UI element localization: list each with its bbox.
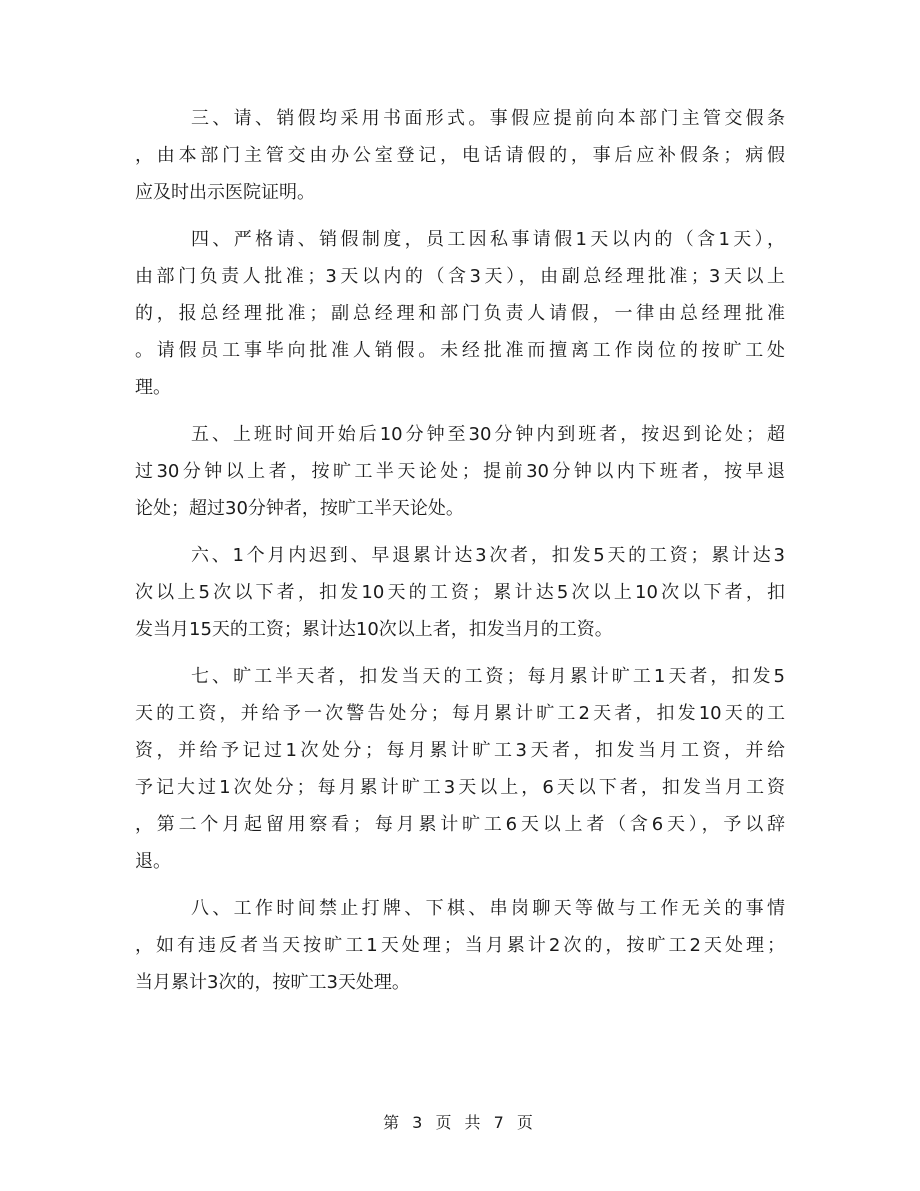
text-line: 八、工作时间禁止打牌、下棋、串岗聊天等做与工作无关的事情 [191, 898, 785, 919]
text-line: 次以上5次以下者，扣发10天的工资；累计达5次以上10次以下者，扣 [135, 582, 785, 603]
text-line: 天的工资，并给予一次警告处分；每月累计旷工2天者，扣发10天的工 [135, 703, 785, 724]
text-line: 资，并给予记过1次处分；每月累计旷工3天者，扣发当月工资，并给 [135, 740, 785, 761]
text-line: 六、1个月内迟到、早退累计达3次者，扣发5天的工资；累计达3 [191, 545, 785, 566]
text-line: 四、严格请、销假制度，员工因私事请假1天以内的（含1天）， [191, 229, 785, 250]
text-line: 退。 [135, 851, 171, 872]
paragraph-3 [135, 100, 785, 211]
paragraph-4 [135, 221, 785, 406]
document-body [135, 100, 785, 1011]
text-line: 予记大过1次处分；每月累计旷工3天以上，6天以下者，扣发当月工资 [135, 777, 785, 798]
text-line: 。请假员工事毕向批准人销假。未经批准而擅离工作岗位的按旷工处 [135, 340, 785, 361]
text-line: 由部门负责人批准；3天以内的（含3天），由副总经理批准；3天以上 [135, 266, 785, 287]
paragraph-7 [135, 658, 785, 880]
text-line: 当月累计3次的，按旷工3天处理。 [135, 972, 410, 993]
paragraph-5 [135, 416, 785, 527]
text-line: 论处；超过30分钟者，按旷工半天论处。 [135, 498, 464, 519]
text-line: 七、旷工半天者，扣发当天的工资；每月累计旷工1天者，扣发5 [191, 666, 785, 687]
text-line: 五、上班时间开始后10分钟至30分钟内到班者，按迟到论处；超 [191, 424, 785, 445]
text-line: ，由本部门主管交由办公室登记，电话请假的，事后应补假条；病假 [135, 145, 785, 166]
text-line: ，第二个月起留用察看；每月累计旷工6天以上者（含6天），予以辞 [135, 814, 785, 835]
paragraph-6 [135, 537, 785, 648]
text-line: ，如有违反者当天按旷工1天处理；当月累计2次的，按旷工2天处理； [135, 935, 785, 956]
text-line: 的，报总经理批准；副总经理和部门负责人请假，一律由总经理批准 [135, 303, 785, 324]
page-number-footer: 第 3 页 共 7 页 [383, 1113, 537, 1132]
text-line: 三、请、销假均采用书面形式。事假应提前向本部门主管交假条 [191, 108, 785, 129]
text-line: 过30分钟以上者，按旷工半天论处；提前30分钟以内下班者，按早退 [135, 461, 785, 482]
text-line: 理。 [135, 377, 171, 398]
text-line: 发当月15天的工资；累计达10次以上者，扣发当月的工资。 [135, 619, 613, 640]
paragraph-8 [135, 890, 785, 1001]
text-line: 应及时出示医院证明。 [135, 182, 315, 203]
